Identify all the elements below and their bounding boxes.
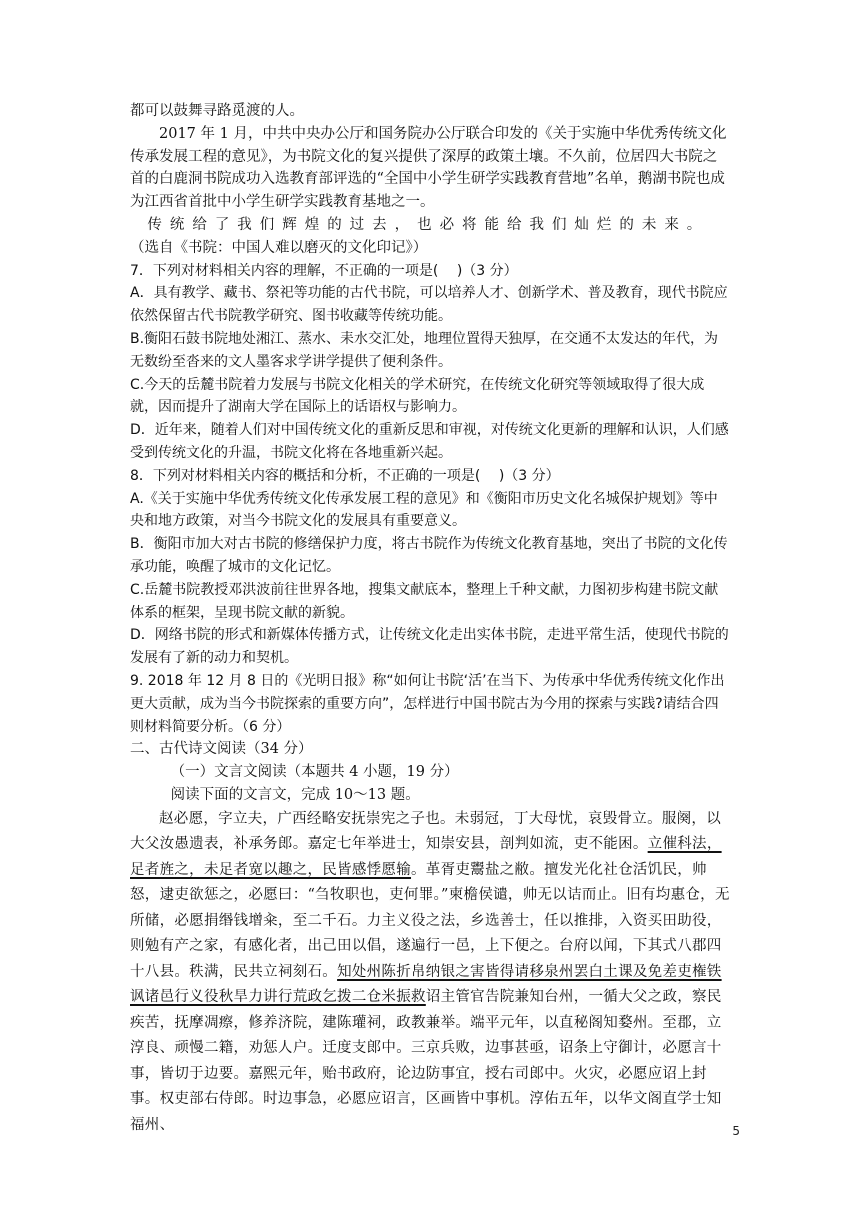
classical-text-part2: 。革胥吏鬻盐之敝。擅发光化社仓活饥民，帅怒，逮吏欲惩之，必愿曰：“刍牧职也，吏何罪。”柬檐侯谴，帅无以诘而止。旧有均惠仓，无所储，必愿捐缗钱增籴，至二千石。力主义役之法，乡选善士，任以推排，入资买田助役，则勉有产之家，有感化者，出己田以倡，遂遍行一邑，上下便之。台府以闻，下其式八郡四十八县。秩满，民共立祠刻石。	[130, 861, 730, 980]
question-8-option-c: C.岳麓书院教授邓洪波前往世界各地，搜集文献底本，整理上千种文献，力图初步构建书院文献体系的框架，呈现书院文献的新貌。	[130, 581, 719, 621]
underlined-sentence-2: 知处州陈折帛纳银之害皆得请移泉州罢白土课及免差吏権铁讽诸邑行义役秋旱力讲行荒政乞拨二仓米振救	[130, 963, 722, 1006]
source-citation: （选自《书院：中国人难以磨灭的文化印记》）	[130, 239, 428, 256]
question-7-option-c: C.今天的岳麓书院着力发展与书院文化相关的学术研究，在传统文化研究等领域取得了很大成就，因而提升了湖南大学在国际上的话语权与影响力。	[130, 376, 705, 416]
subsection-heading: （一）文言文阅读（本题共 4 小题，19 分）	[170, 764, 459, 781]
section-heading: 二、古代诗文阅读（34 分）	[130, 741, 313, 758]
classical-passage	[130, 807, 730, 1139]
question-8-option-a: A.《关于实施中华优秀传统文化传承发展工程的意见》和《衡阳市历史文化名城保护规划》等中央和地方政策，对当今书院文化的发展具有重要意义。	[130, 490, 718, 530]
classical-text-part1: 赵必愿，字立夫，广西经略安抚崇宪之子也。未弱冠，丁大母忧，哀毁骨立。服阕，以大父汝愚遗表，补承务郎。嘉定七年举进士，知崇安县，剖判如流，吏不能困。	[130, 810, 722, 853]
question-7-option-a: A．具有教学、藏书、祭祀等功能的古代书院，可以培养人才、创新学术、普及教育，现代书院应依然保留古代书院教学研究、图书收藏等传统功能。	[130, 285, 728, 325]
question-8-option-d: D．网络书院的形式和新媒体传播方式，让传统文化走出实体书院，走进平常生活，使现代书院的发展有了新的动力和契机。	[130, 627, 729, 667]
question-8-stem: 8．下列对材料相关内容的概括和分析，不正确的一项是( )（3 分）	[130, 467, 560, 484]
question-8-option-b: B．衡阳市加大对古书院的修缮保护力度，将古书院作为传统文化教育基地，突出了书院的文化传承功能，唤醒了城市的文化记忆。	[130, 536, 728, 575]
question-7-option-d: D．近年来，随着人们对中国传统文化的重新反思和审视，对传统文化更新的理解和认识，人们感受到传统文化的升温，书院文化将在各地重新兴起。	[130, 422, 729, 461]
classical-text-part3: 诏主管官告院兼知台州，一循大父之政，察民疾苦，抚摩凋瘵，修养济院，建陈瓘祠，政教兼举。端平元年，以直秘阁知婺州。至郡，立淳良、顽慢二籍，劝惩人户。迁度支郎中。三京兵败，边事甚亟，诏条上守御计，必愿言十事，皆切于边要。嘉熙元年，贻书政府，论边防事宜，授右司郎中。火灾，必愿应诏上封事。权吏部右侍郎。时边事急，必愿应诏言，区画皆中事机。淳佑五年，以华文阁直学士知福州、	[130, 989, 722, 1133]
paragraph-continuation: 都可以鼓舞寻路觅渡的人。	[130, 103, 304, 119]
question-7-option-b: B.衡阳石鼓书院地处湘江、蒸水、耒水交汇处，地理位置得天独厚，在交通不太发达的年代，为无数纷至沓来的文人墨客求学讲学提供了便利条件。	[130, 330, 719, 370]
paragraph-2017: 2017 年 1 月，中共中央办公厅和国务院办公厅联合印发的《关于实施中华优秀传统文化传承发展工程的意见》，为书院文化的复兴提供了深厚的政策土壤。不久前，位居四大书院之首的白鹿洞书院成功入选教育部评选的“全国中小学生研学实践教育营地”名单，鹅湖书院也成为江西省首批中小学生研学实践教育基地之一。	[130, 125, 727, 211]
paragraph-tradition: 传统给了我们辉煌的过去，也必将能给我们灿烂的未来。	[147, 216, 710, 233]
reading-instruction: 阅读下面的文言文，完成 10～13 题。	[170, 786, 420, 803]
question-9: 9. 2018 年 12 月 8 日的《光明日报》称“如何让书院‘活’在当下、为传承中华优秀传统文化作出更大贡献，成为当今书院探索的重要方向”，怎样进行中国书院古为今用的探索与实践?请结合四则材料简要分析。（6 分）	[130, 672, 725, 735]
page-content	[130, 100, 730, 1138]
page-number: 5	[732, 1124, 740, 1138]
question-7-stem: 7．下列对材料相关内容的理解，不正确的一项是( )（3 分）	[130, 262, 518, 279]
underlined-sentence-1: 立催科法，足者旌之，未足者宽以趣之，民皆感悸愿输	[130, 836, 722, 878]
